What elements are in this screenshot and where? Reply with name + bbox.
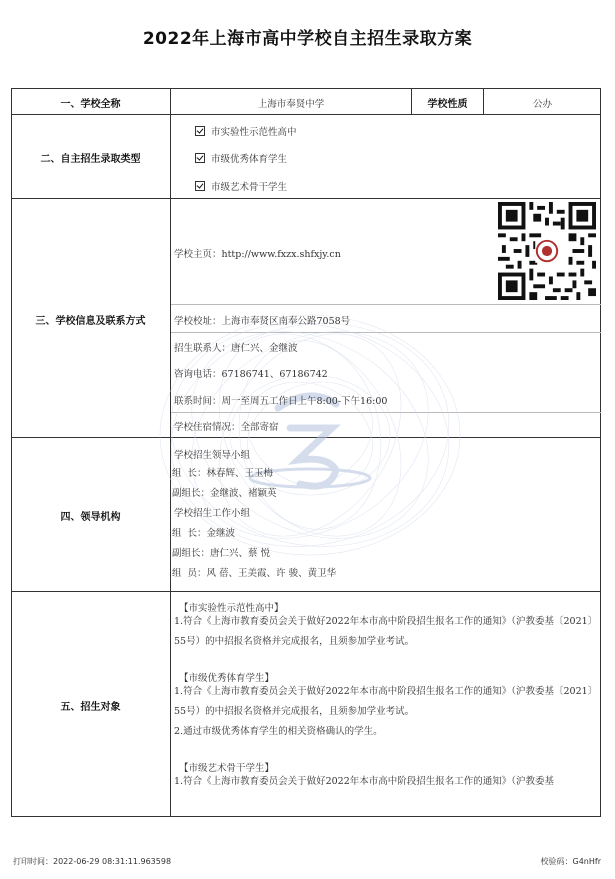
leadership-line: 学校招生工作小组 (174, 508, 251, 519)
qr-code-icon (498, 202, 596, 300)
target-section-heading: 【市实验性示范性高中】 (179, 603, 284, 614)
school-nature-value: 公办 (532, 99, 552, 110)
row-label-school-info: 三、学校信息及联系方式 (35, 316, 146, 327)
dormitory-info: 学校住宿情况：全部寄宿 (174, 422, 279, 433)
consultation-phone: 咨询电话：67186741、67186742 (174, 369, 328, 380)
school-homepage: 学校主页：http://www.fxzx.shfxjy.cn (174, 249, 341, 260)
target-section-body: 1.符合《上海市教育委员会关于做好2022年本市高中阶段招生报名工作的通知》（沪教委基〔2021〕55号）的中招报名资格并完成报名，且须参加学业考试。 (174, 616, 593, 647)
leadership-line: 学校招生领导小组 (174, 450, 251, 461)
row-divider (11, 114, 601, 115)
admission-contact: 招生联系人：唐仁兴、金继波 (174, 343, 298, 354)
target-section-body: 1.符合《上海市教育委员会关于做好2022年本市高中阶段招生报名工作的通知》（沪教委基〔2021〕55号）的中招报名资格并完成报名，且须参加学业考试。 (174, 686, 593, 717)
contact-hours: 联系时间：周一至周五工作日上午8:00-下午16:00 (174, 396, 388, 407)
admission-type-label: 市级艺术骨干学生 (211, 182, 288, 193)
school-nature-label: 学校性质 (427, 99, 468, 110)
leadership-line: 组 长：金继波 (172, 528, 236, 539)
admission-type-label: 市实验性示范性高中 (211, 127, 297, 138)
row-divider (11, 591, 601, 592)
checked-checkbox-icon (195, 181, 205, 191)
row-label-leadership: 四、领导机构 (60, 512, 121, 523)
admission-type-item (195, 124, 297, 138)
row-label-admission-target: 五、招生对象 (60, 702, 121, 713)
checked-checkbox-icon (195, 153, 205, 163)
school-address: 学校校址：上海市奉贤区南奉公路7058号 (174, 316, 351, 327)
print-timestamp: 打印时间：2022-06-29 08:31:11.963598 (13, 857, 172, 866)
leadership-line: 组 长：林春辉、王玉梅 (172, 468, 274, 479)
target-section-body: 2.通过市级优秀体育学生的相关资格确认的学生。 (174, 726, 383, 737)
page-title: 2022年上海市高中学校自主招生录取方案 (142, 29, 473, 49)
row-label-admission-type: 二、自主招生录取类型 (40, 154, 141, 165)
admission-type-label: 市级优秀体育学生 (211, 154, 288, 165)
admission-type-item (195, 179, 287, 193)
check-code: 校验码：G4nHfr (540, 857, 601, 866)
checked-checkbox-icon (195, 126, 205, 136)
leadership-line: 副组长：金继波、褚颖英 (172, 488, 277, 499)
leadership-line: 副组长：唐仁兴、蔡 悦 (172, 548, 271, 559)
admission-type-item (195, 151, 287, 165)
school-name-value: 上海市奉贤中学 (257, 99, 325, 110)
row-divider (11, 198, 601, 199)
row-label-school-name: 一、学校全称 (60, 99, 121, 110)
leadership-line: 组 员：风 蓓、王美霞、许 骏、黄卫华 (172, 568, 337, 579)
target-section-heading: 【市级优秀体育学生】 (179, 673, 275, 684)
target-section-heading: 【市级艺术骨干学生】 (179, 763, 275, 774)
target-section-body: 1.符合《上海市教育委员会关于做好2022年本市高中阶段招生报名工作的通知》（沪教委基 (174, 776, 554, 787)
